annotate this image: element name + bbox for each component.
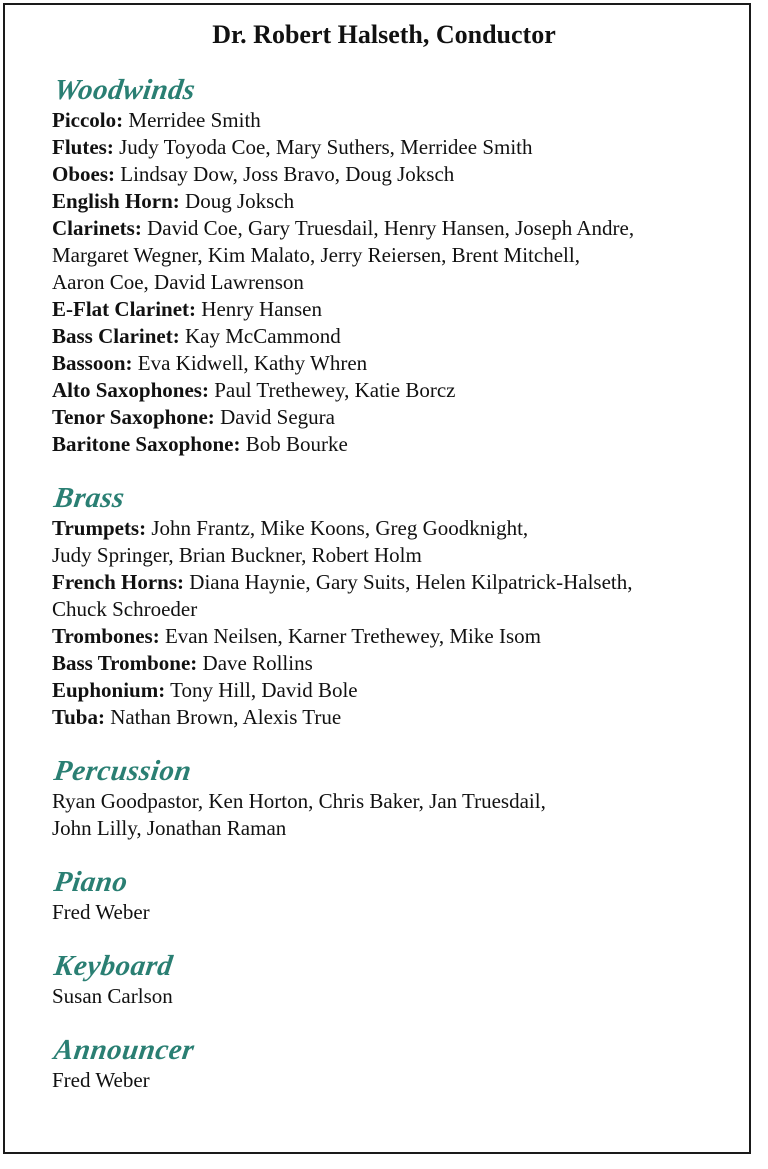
role-label: Trombones: — [52, 624, 160, 648]
member-names: Lindsay Dow, Joss Bravo, Doug Joksch — [115, 162, 455, 186]
member-names: Paul Trethewey, Katie Borcz — [208, 378, 456, 402]
section-announcer — [52, 1034, 732, 1094]
role-label: Tenor Saxophone: — [52, 405, 215, 429]
roster-line — [52, 650, 732, 677]
roster-line — [52, 704, 732, 731]
roster-line — [52, 404, 732, 431]
role-label: Bass Clarinet: — [52, 324, 180, 348]
member-names: Evan Neilsen, Karner Trethewey, Mike Isom — [159, 624, 541, 648]
member-names: Judy Toyoda Coe, Mary Suthers, Merridee Smith — [113, 135, 533, 159]
member-names: Ryan Goodpastor, Ken Horton, Chris Baker, Jan Truesdail, — [52, 789, 546, 813]
member-names: Tony Hill, David Bole — [165, 678, 358, 702]
member-names: Bob Bourke — [240, 432, 348, 456]
role-label: Euphonium: — [52, 678, 166, 702]
role-label: Baritone Saxophone: — [52, 432, 241, 456]
roster-line — [52, 377, 732, 404]
roster-line — [52, 323, 732, 350]
roster-line — [52, 515, 732, 542]
section-percussion — [52, 755, 732, 842]
member-names: Henry Hansen — [196, 297, 323, 321]
member-names: Diana Haynie, Gary Suits, Helen Kilpatrick-Halseth, — [184, 570, 633, 594]
member-names: Chuck Schroeder — [52, 597, 198, 621]
member-names: Fred Weber — [52, 900, 150, 924]
roster-line — [52, 899, 732, 926]
roster-line — [52, 242, 732, 269]
roster-line — [52, 983, 732, 1010]
role-label: Clarinets: — [52, 216, 142, 240]
role-label: French Horns: — [52, 570, 185, 594]
member-names: David Coe, Gary Truesdail, Henry Hansen, Joseph Andre, — [141, 216, 635, 240]
role-label: Tuba: — [52, 705, 105, 729]
section-heading-keyboard: Keyboard — [52, 950, 175, 982]
section-heading-announcer: Announcer — [52, 1034, 197, 1066]
member-names: Dave Rollins — [197, 651, 313, 675]
roster-line — [52, 542, 732, 569]
section-woodwinds — [52, 74, 732, 458]
member-names: John Lilly, Jonathan Raman — [52, 816, 287, 840]
role-label: Alto Saxophones: — [52, 378, 209, 402]
member-names: David Segura — [214, 405, 335, 429]
roster-line — [52, 215, 732, 242]
roster-line — [52, 431, 732, 458]
roster — [52, 74, 732, 1118]
roster-line — [52, 788, 732, 815]
section-heading-woodwinds: Woodwinds — [52, 74, 198, 106]
roster-line — [52, 161, 732, 188]
section-piano — [52, 866, 732, 926]
section-keyboard — [52, 950, 732, 1010]
member-names: Judy Springer, Brian Buckner, Robert Holm — [52, 543, 422, 567]
roster-line — [52, 269, 732, 296]
roster-line — [52, 623, 732, 650]
role-label: Oboes: — [52, 162, 115, 186]
section-brass — [52, 482, 732, 731]
roster-line — [52, 188, 732, 215]
member-names: Susan Carlson — [52, 984, 173, 1008]
member-names: Eva Kidwell, Kathy Whren — [132, 351, 368, 375]
role-label: Piccolo: — [52, 108, 124, 132]
roster-line — [52, 596, 732, 623]
roster-line — [52, 677, 732, 704]
section-heading-piano: Piano — [52, 866, 130, 898]
role-label: Bassoon: — [52, 351, 133, 375]
member-names: Merridee Smith — [123, 108, 261, 132]
roster-line — [52, 1067, 732, 1094]
role-label: Flutes: — [52, 135, 114, 159]
section-heading-brass: Brass — [52, 482, 127, 514]
member-names: Fred Weber — [52, 1068, 150, 1092]
member-names: Kay McCammond — [179, 324, 341, 348]
role-label: Bass Trombone: — [52, 651, 198, 675]
member-names: Margaret Wegner, Kim Malato, Jerry Reiersen, Brent Mitchell, — [52, 243, 580, 267]
member-names: Doug Joksch — [179, 189, 295, 213]
roster-line — [52, 815, 732, 842]
member-names: John Frantz, Mike Koons, Greg Goodknight, — [146, 516, 529, 540]
member-names: Aaron Coe, David Lawrenson — [52, 270, 304, 294]
roster-line — [52, 296, 732, 323]
roster-line — [52, 569, 732, 596]
roster-line — [52, 134, 732, 161]
section-heading-percussion: Percussion — [52, 755, 194, 787]
conductor-title: Dr. Robert Halseth, Conductor — [212, 20, 556, 49]
role-label: E-Flat Clarinet: — [52, 297, 197, 321]
member-names: Nathan Brown, Alexis True — [104, 705, 342, 729]
role-label: Trumpets: — [52, 516, 147, 540]
roster-line — [52, 350, 732, 377]
roster-line — [52, 107, 732, 134]
role-label: English Horn: — [52, 189, 180, 213]
